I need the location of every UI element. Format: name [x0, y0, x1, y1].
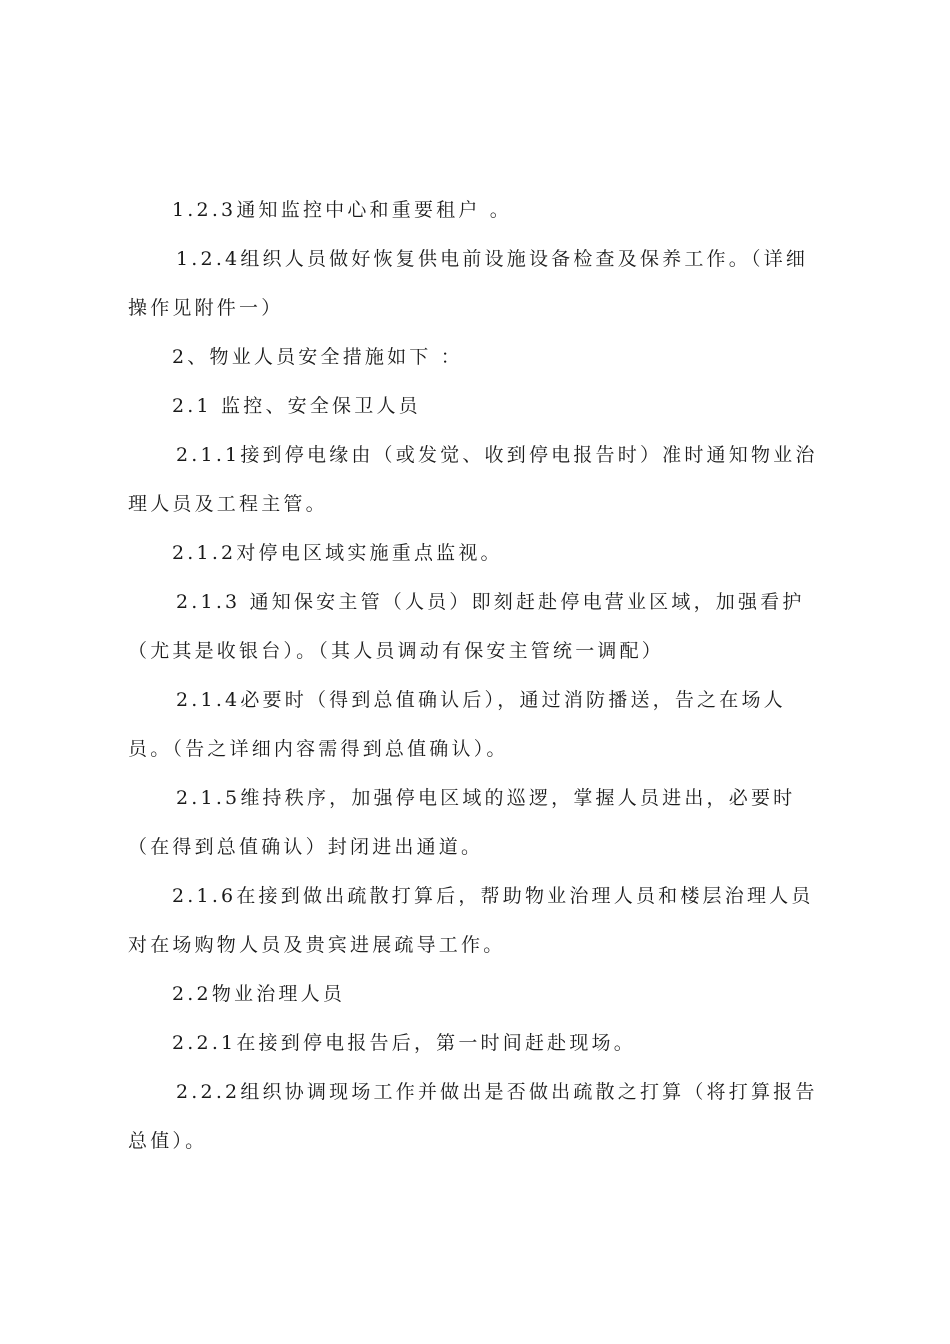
- text-line: 2.1.1接到停电缘由（或发觉、收到停电报告时）准时通知物业治: [176, 444, 818, 466]
- paragraph-1-2-3: [128, 186, 830, 235]
- text-line: 1.2.3通知监控中心和重要租户 。: [172, 199, 512, 221]
- text-line: （尤其是收银台）。（其人员调动有保安主管统一调配）: [128, 640, 665, 662]
- text-line: 2.2.1在接到停电报告后，第一时间赶赴现场。: [172, 1032, 636, 1054]
- section-heading-2-1: [128, 382, 830, 431]
- text-line: 操作见附件一）: [128, 297, 284, 319]
- paragraph-2-1-1: [128, 431, 830, 529]
- section-heading-2: [128, 333, 830, 382]
- paragraph-2-2-1: [128, 1019, 830, 1068]
- text-line: 2.1.4必要时（得到总值确认后），通过消防播送，告之在场人: [176, 689, 786, 711]
- text-line: 2.1.5维持秩序，加强停电区域的巡逻，掌握人员进出，必要时: [176, 787, 796, 809]
- paragraph-2-1-6: [128, 872, 830, 970]
- text-line: 2.1.3 通知保安主管（人员）即刻赶赴停电营业区域，加强看护: [176, 591, 805, 613]
- text-line: 2、物业人员安全措施如下 ：: [172, 346, 463, 368]
- text-line: 对在场购物人员及贵宾进展疏导工作。: [128, 934, 506, 956]
- paragraph-2-1-4: [128, 676, 830, 774]
- document-body: [128, 186, 830, 1166]
- text-line: 2.2.2组织协调现场工作并做出是否做出疏散之打算（将打算报告: [176, 1081, 818, 1103]
- text-line: （在得到总值确认）封闭进出通道。: [128, 836, 484, 858]
- text-line: 2.1 监控、安全保卫人员: [172, 395, 421, 417]
- text-line: 员。（告之详细内容需得到总值确认）。: [128, 738, 509, 760]
- paragraph-2-1-2: [128, 529, 830, 578]
- text-line: 2.2物业治理人员: [172, 983, 346, 1005]
- text-line: 2.1.6在接到做出疏散打算后，帮助物业治理人员和楼层治理人员: [172, 885, 814, 907]
- section-heading-2-2: [128, 970, 830, 1019]
- text-line: 总值）。: [128, 1130, 208, 1152]
- text-line: 2.1.2对停电区域实施重点监视。: [172, 542, 503, 564]
- paragraph-2-2-2: [128, 1068, 830, 1166]
- paragraph-2-1-5: [128, 774, 830, 872]
- text-line: 1.2.4组织人员做好恢复供电前设施设备检查及保养工作。（详细: [176, 248, 809, 270]
- text-line: 理人员及工程主管。: [128, 493, 328, 515]
- paragraph-2-1-3: [128, 578, 830, 676]
- paragraph-1-2-4: [128, 235, 830, 333]
